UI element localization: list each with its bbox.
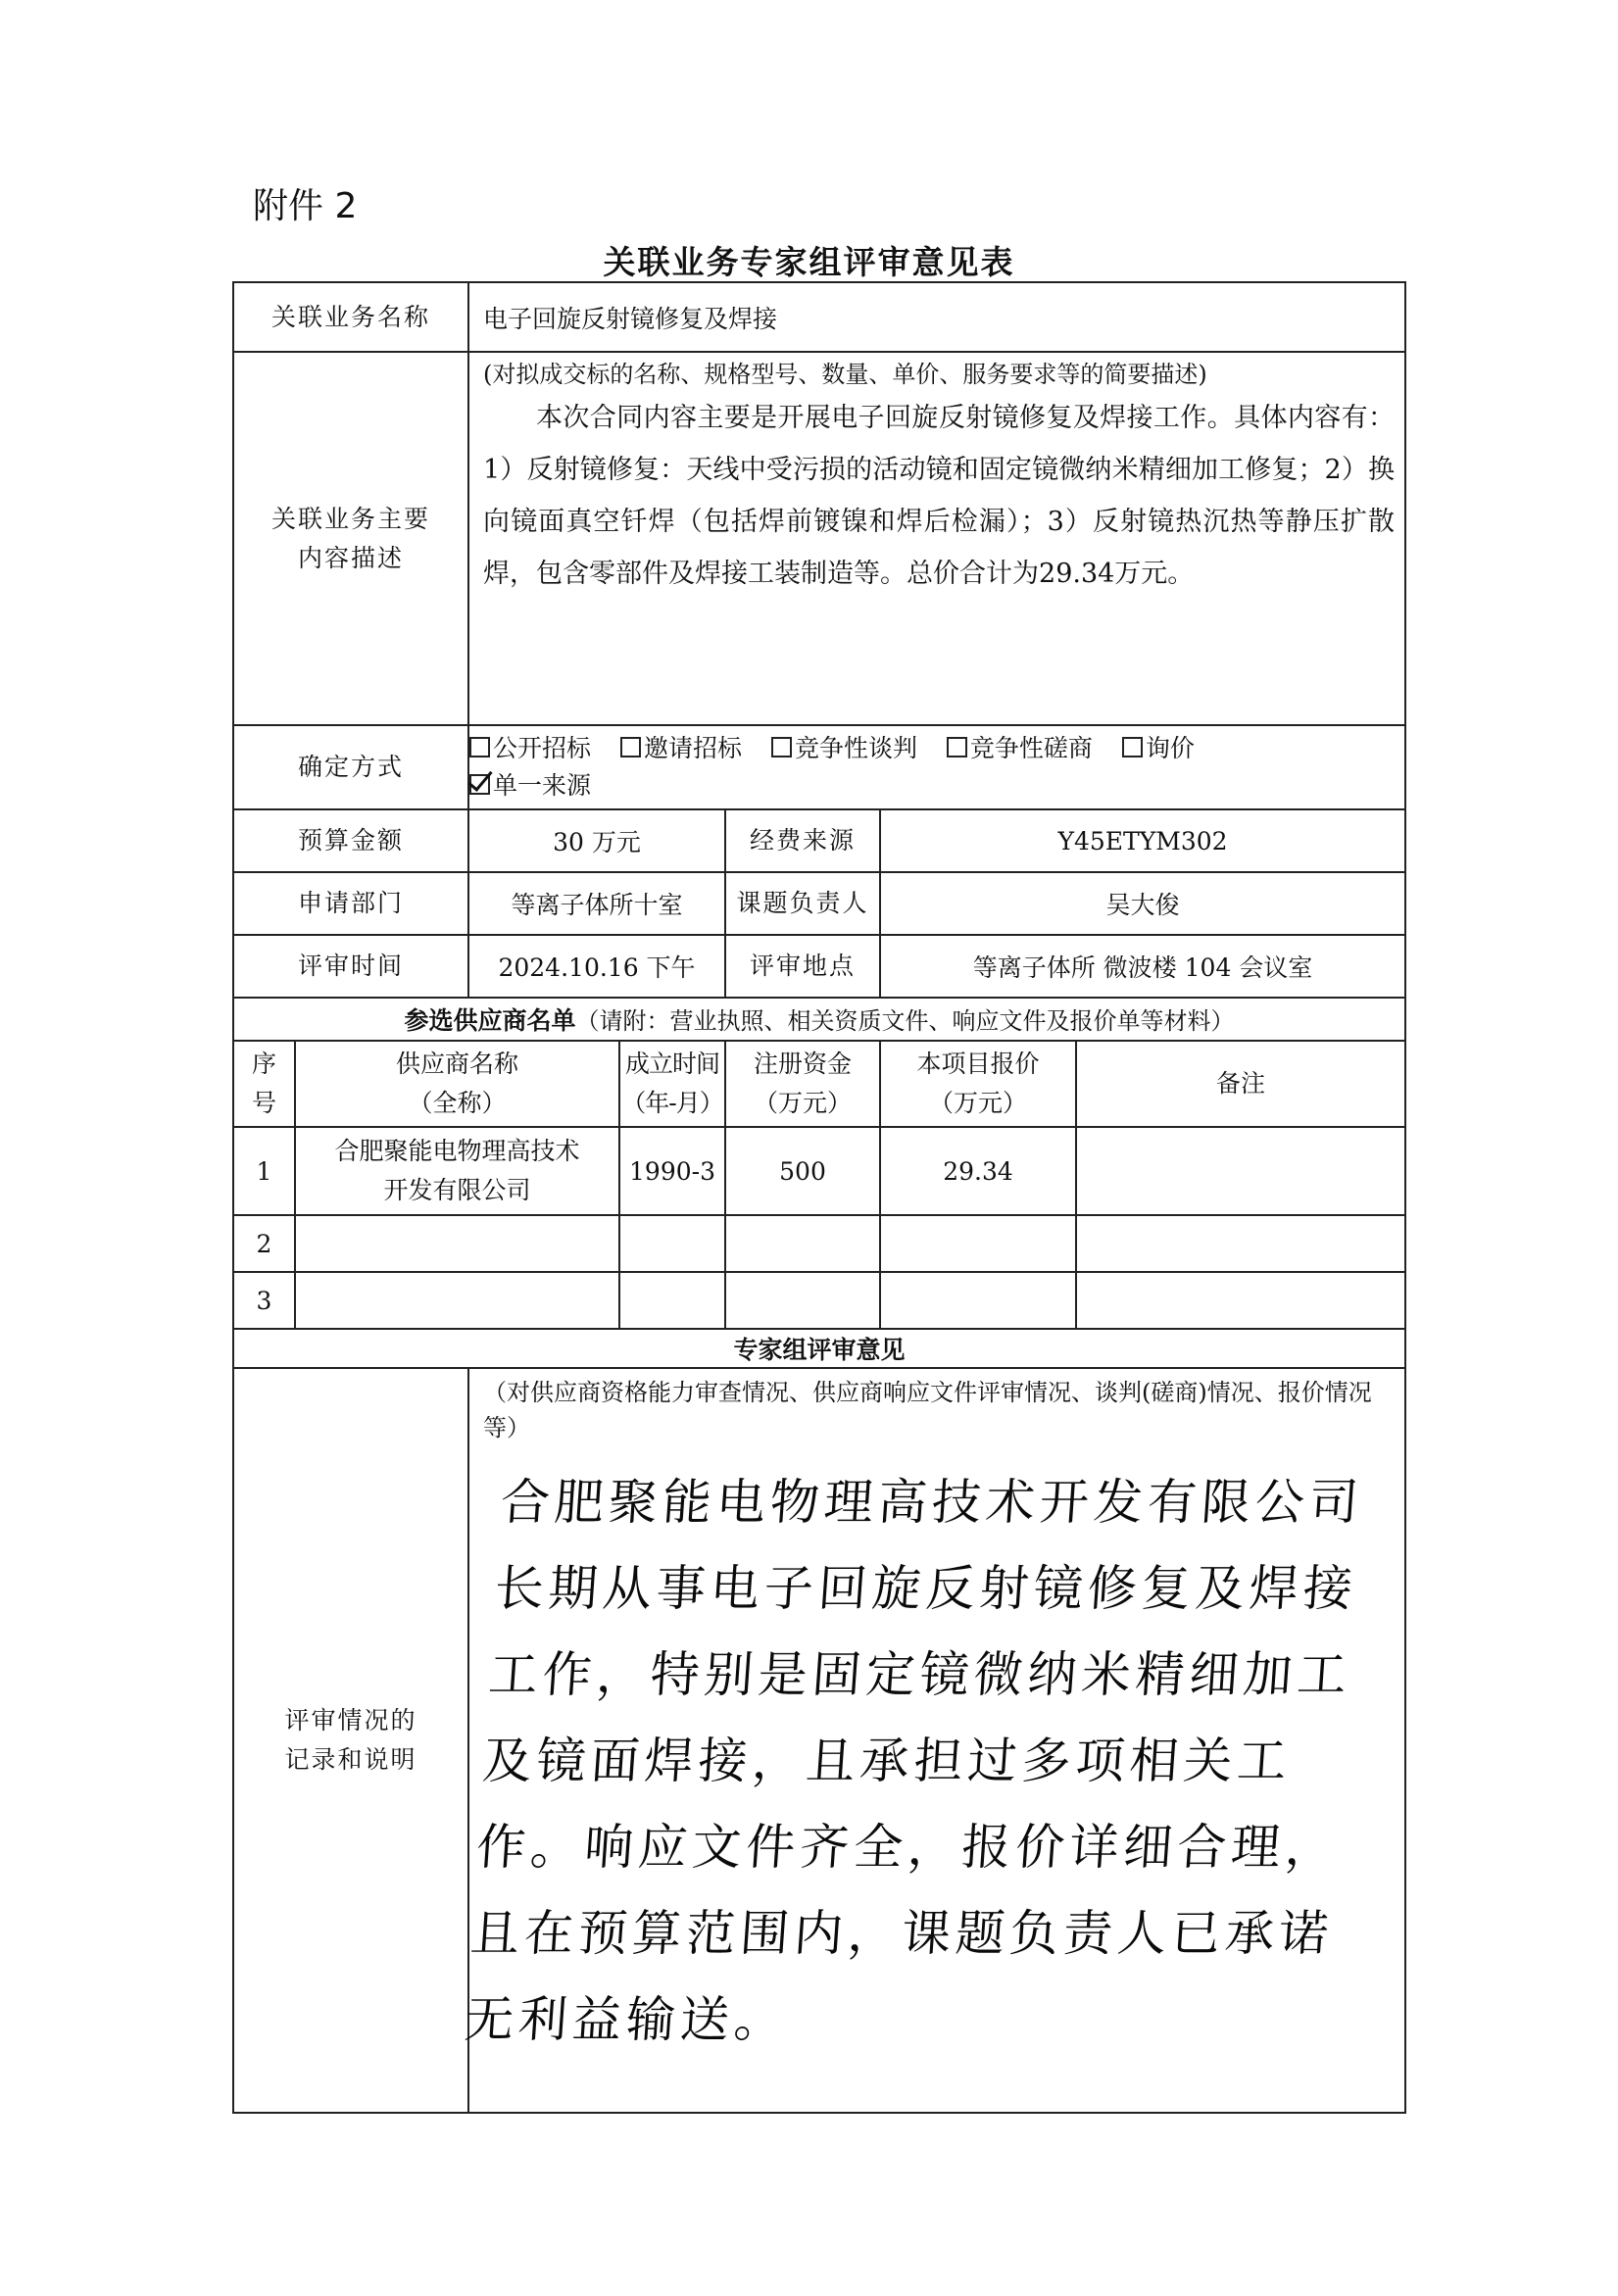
method-option-label: 公开招标 <box>493 734 592 762</box>
checkbox-icon[interactable] <box>1122 737 1143 757</box>
method-option-competitive-negotiation[interactable] <box>771 734 917 762</box>
department-value: 等离子体所十室 <box>468 872 725 935</box>
method-option-label: 竞争性谈判 <box>794 734 917 762</box>
method-option-invited-tender[interactable] <box>620 734 742 762</box>
row-quote: 29.34 <box>880 1127 1076 1215</box>
col-header-capital <box>725 1041 880 1127</box>
row-quote <box>880 1272 1076 1329</box>
business-name-value: 电子回旋反射镜修复及焊接 <box>468 282 1405 352</box>
review-form-table <box>232 281 1406 2114</box>
description-label <box>233 352 468 725</box>
review-heading-row <box>233 1329 1405 1368</box>
supplier-heading-note: （请附：营业执照、相关资质文件、响应文件及报价单等材料） <box>575 1007 1235 1035</box>
table-row <box>233 1272 1405 1329</box>
col-header-no <box>233 1041 295 1127</box>
col-header-line: （万元） <box>754 1089 853 1117</box>
col-header-line: 本项目报价 <box>916 1050 1040 1078</box>
method-row <box>233 725 1405 809</box>
attachment-label: 附件 2 <box>253 186 358 226</box>
row-supplier-name <box>295 1215 619 1272</box>
row-remark <box>1076 1215 1405 1272</box>
review-time-row <box>233 935 1405 998</box>
row-quote <box>880 1215 1076 1272</box>
supplier-heading-row <box>233 998 1405 1041</box>
description-note: (对拟成交标的名称、规格型号、数量、单价、服务要求等的简要描述) <box>483 361 1207 388</box>
col-header-line: 供应商名称 <box>396 1050 519 1078</box>
owner-value: 吴大俊 <box>880 872 1405 935</box>
supplier-header-row <box>233 1041 1405 1127</box>
row-remark <box>1076 1127 1405 1215</box>
handwritten-review-text: 合肥聚能电物理高技术开发有限公司长期从事电子回旋反射镜修复及焊接工作，特别是固定镜微纳米精细加工及镜面焊接，且承担过多项相关工作。响应文件齐全，报价详细合理，且在预算范围内，课题负责人已承诺无利益输送。 <box>463 1474 1366 2048</box>
description-body: 本次合同内容主要是开展电子回旋反射镜修复及焊接工作。具体内容有：1）反射镜修复：天线中受污损的活动镜和固定镜微纳米精细加工修复；2）换向镜面真空钎焊（包括焊前镀镍和焊后检漏）；3）反射镜热沉热等静压扩散焊，包含零部件及焊接工装制造等。总价合计为29.34万元。 <box>483 403 1396 589</box>
review-time-value: 2024.10.16 下午 <box>468 935 725 998</box>
row-capital <box>725 1215 880 1272</box>
row-no: 2 <box>233 1215 295 1272</box>
review-row <box>233 1368 1405 2113</box>
description-cell <box>468 352 1405 725</box>
row-no: 3 <box>233 1272 295 1329</box>
method-option-label: 询价 <box>1145 734 1195 762</box>
col-header-line: （万元） <box>929 1089 1028 1117</box>
fund-value: Y45ETYM302 <box>880 809 1405 872</box>
col-header-name <box>295 1041 619 1127</box>
checkbox-checked-icon[interactable] <box>469 774 490 795</box>
review-place-value: 等离子体所 微波楼 104 会议室 <box>880 935 1405 998</box>
row-capital <box>725 1272 880 1329</box>
col-header-line: 成立时间 <box>625 1050 720 1078</box>
row-supplier-name-line: 开发有限公司 <box>383 1176 531 1204</box>
row-founded <box>619 1272 725 1329</box>
row-capital: 500 <box>725 1127 880 1215</box>
review-place-label: 评审地点 <box>725 935 880 998</box>
supplier-heading <box>233 998 1405 1041</box>
table-row <box>233 1215 1405 1272</box>
col-header-line: （年-月） <box>621 1089 723 1117</box>
method-options <box>468 725 1405 809</box>
row-supplier-name <box>295 1127 619 1215</box>
review-note: （对供应商资格能力审查情况、供应商响应文件评审情况、谈判(磋商)情况、报价情况等） <box>483 1379 1372 1441</box>
col-header-remark: 备注 <box>1076 1041 1405 1127</box>
form-title: 关联业务专家组评审意见表 <box>603 243 1015 281</box>
row-supplier-name <box>295 1272 619 1329</box>
review-label <box>233 1368 468 2113</box>
budget-row <box>233 809 1405 872</box>
row-founded <box>619 1215 725 1272</box>
method-option-competitive-consultation[interactable] <box>947 734 1093 762</box>
checkbox-icon[interactable] <box>771 737 792 757</box>
description-label-line1: 关联业务主要 <box>271 504 431 533</box>
supplier-heading-title: 参选供应商名单 <box>404 1006 576 1035</box>
method-option-inquiry[interactable] <box>1122 734 1195 762</box>
col-header-quote <box>880 1041 1076 1127</box>
method-option-single-source[interactable] <box>469 771 591 800</box>
business-name-label: 关联业务名称 <box>233 282 468 352</box>
row-remark <box>1076 1272 1405 1329</box>
budget-value: 30 万元 <box>468 809 725 872</box>
col-header-line: 号 <box>251 1089 276 1117</box>
checkbox-icon[interactable] <box>620 737 641 757</box>
description-row <box>233 352 1405 725</box>
budget-label: 预算金额 <box>233 809 468 872</box>
method-option-label: 邀请招标 <box>643 734 742 762</box>
review-label-line2: 记录和说明 <box>284 1745 417 1774</box>
method-option-label: 竞争性磋商 <box>969 734 1093 762</box>
col-header-line: 注册资金 <box>754 1050 853 1078</box>
row-supplier-name-line: 合肥聚能电物理高技术 <box>334 1137 580 1165</box>
business-name-row <box>233 282 1405 352</box>
checkbox-icon[interactable] <box>947 737 967 757</box>
description-label-line2: 内容描述 <box>298 543 405 572</box>
col-header-line: 序 <box>251 1050 276 1078</box>
table-row <box>233 1127 1405 1215</box>
row-founded: 1990-3 <box>619 1127 725 1215</box>
review-heading: 专家组评审意见 <box>233 1329 1405 1368</box>
department-row <box>233 872 1405 935</box>
method-option-open-tender[interactable] <box>469 734 591 762</box>
review-cell <box>463 1368 1405 2113</box>
col-header-line: （全称） <box>408 1089 507 1117</box>
owner-label: 课题负责人 <box>725 872 880 935</box>
checkbox-icon[interactable] <box>469 737 490 757</box>
review-label-line1: 评审情况的 <box>284 1706 417 1734</box>
col-header-founded <box>619 1041 725 1127</box>
fund-label: 经费来源 <box>725 809 880 872</box>
method-label: 确定方式 <box>233 725 468 809</box>
row-no: 1 <box>233 1127 295 1215</box>
method-option-label: 单一来源 <box>493 771 592 800</box>
review-time-label: 评审时间 <box>233 935 468 998</box>
department-label: 申请部门 <box>233 872 468 935</box>
